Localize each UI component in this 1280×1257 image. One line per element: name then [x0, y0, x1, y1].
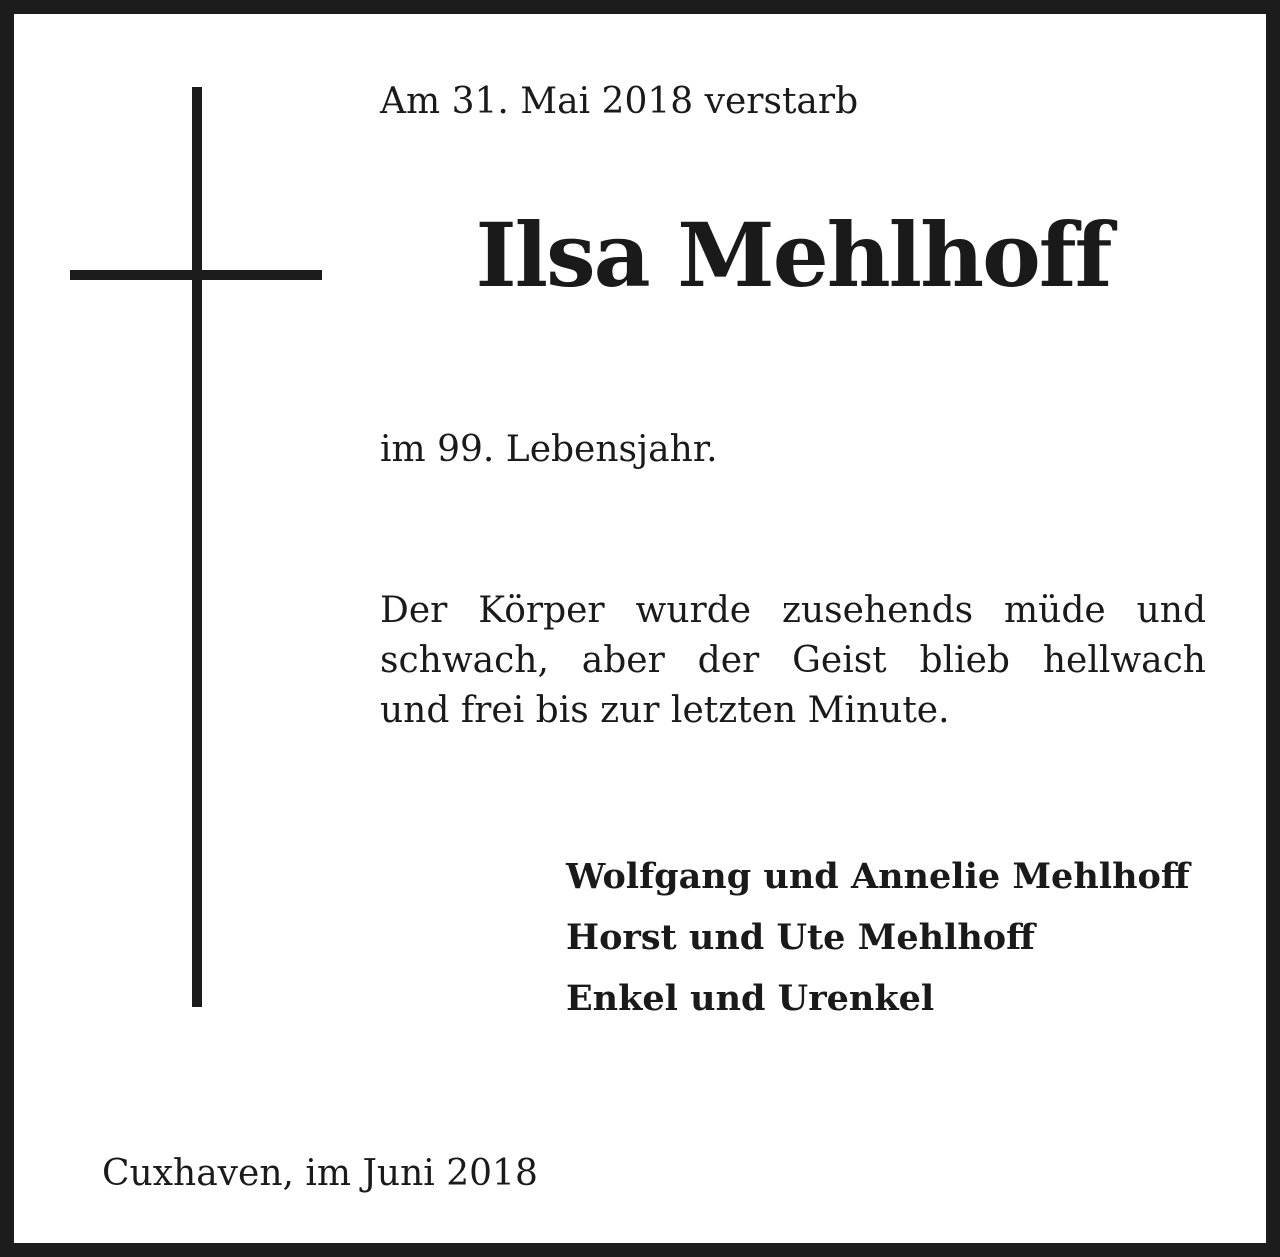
quote-line: schwach, aber der Geist blieb hellwach — [380, 640, 1206, 681]
mourner-name: Horst und Ute Mehlhoff — [566, 917, 1035, 958]
quote-line: und frei bis zur letzten Minute. — [380, 690, 950, 731]
place-and-date: Cuxhaven, im Juni 2018 — [102, 1153, 538, 1194]
death-announcement: Am 31. Mai 2018 verstarb — [380, 81, 859, 122]
mourner-name: Wolfgang und Annelie Mehlhoff — [566, 856, 1190, 897]
mourner-name: Enkel und Urenkel — [566, 978, 935, 1019]
memorial-quote — [380, 586, 1206, 736]
deceased-name: Ilsa Mehlhoff — [475, 203, 1111, 307]
cross-vertical-bar — [192, 87, 202, 1007]
age-statement: im 99. Lebensjahr. — [380, 429, 718, 470]
mourners-list — [566, 846, 1190, 1029]
cross-horizontal-bar — [70, 270, 322, 280]
quote-line: Der Körper wurde zusehends müde und — [380, 590, 1206, 631]
